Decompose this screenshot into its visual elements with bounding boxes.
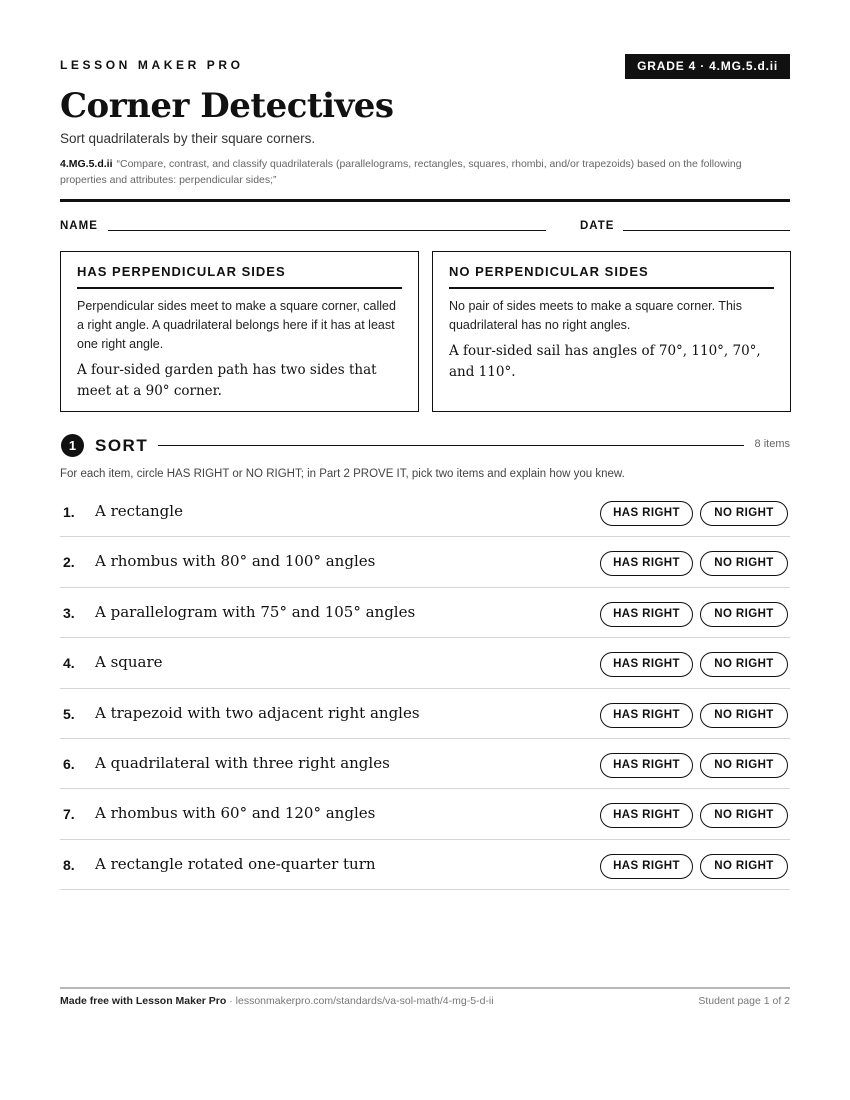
card-example: A four-sided sail has angles of 70°, 110°, 70°, and 110°. [449,343,761,380]
sort-item-list [60,487,790,890]
sort-item [60,689,790,739]
no-right-option[interactable]: NO RIGHT [700,703,788,728]
sort-item [60,739,790,789]
sort-item [60,487,790,537]
item-text: A quadrilateral with three right angles [95,753,390,772]
item-number: 3. [63,604,75,621]
item-text: A square [95,653,163,672]
section-divider [158,445,744,446]
has-right-option[interactable]: HAS RIGHT [600,803,693,828]
item-number: 1. [63,504,75,520]
no-right-option[interactable]: NO RIGHT [700,602,788,627]
item-number: 7. [63,806,75,823]
item-number: 4. [63,655,75,672]
has-right-option[interactable]: HAS RIGHT [600,854,693,879]
card-has-perpendicular [60,251,419,412]
page-title: Corner Detectives [60,86,394,126]
item-text: A parallelogram with 75° and 105° angles [95,602,416,621]
card-definition: Perpendicular sides meet to make a square corner, called a right angle. A quadrilateral belongs here if it has at least one right angle. [77,299,396,351]
date-field[interactable] [623,230,790,231]
has-right-option[interactable]: HAS RIGHT [600,501,693,526]
card-no-perpendicular [432,251,791,412]
item-text: A rectangle rotated one-quarter turn [95,854,376,873]
header-divider [60,199,790,202]
has-right-option[interactable]: HAS RIGHT [600,551,693,576]
standard-text: “Compare, contrast, and classify quadrilaterals (parallelograms, rectangles, squares, rhombi, and/or trapezoids) based on the following properties and attributes: perpendicular sides;” [60,158,742,186]
item-text: A trapezoid with two adjacent right angles [95,703,420,722]
section-title: SORT [95,436,149,455]
item-number: 5. [63,705,75,722]
has-right-option[interactable]: HAS RIGHT [600,703,693,728]
no-right-option[interactable]: NO RIGHT [700,753,788,778]
card-heading: NO PERPENDICULAR SIDES [449,264,774,289]
name-field[interactable] [108,230,546,231]
page-indicator: Student page 1 of 2 [698,995,790,1007]
item-text: A rectangle [95,502,183,520]
footer-made-with: Made free with Lesson Maker Pro [60,995,227,1007]
no-right-option[interactable]: NO RIGHT [700,551,788,576]
has-right-option[interactable]: HAS RIGHT [600,753,693,778]
section-number-badge: 1 [61,434,84,457]
section-instructions: For each item, circle HAS RIGHT or NO RIGHT; in Part 2 PROVE IT, pick two items and explain how you knew. [60,468,625,480]
card-example: A four-sided garden path has two sides that meet at a 90° corner. [77,362,377,399]
page-subtitle: Sort quadrilaterals by their square corners. [60,131,316,146]
item-number: 2. [63,554,75,571]
has-right-option[interactable]: HAS RIGHT [600,602,693,627]
sort-item [60,840,790,890]
sort-item [60,588,790,638]
standard-statement [60,156,790,188]
item-count: 8 items [754,438,790,450]
footer-credit [60,995,494,1007]
date-label: DATE [580,220,615,232]
grade-badge: GRADE 4 · 4.MG.5.d.ii [625,54,790,79]
name-label: NAME [60,220,98,232]
item-text: A rhombus with 80° and 100° angles [95,552,376,571]
no-right-option[interactable]: NO RIGHT [700,501,788,526]
no-right-option[interactable]: NO RIGHT [700,854,788,879]
footer-divider [60,987,790,989]
brand-name: LESSON MAKER PRO [60,58,244,72]
footer-url[interactable]: · lessonmakerpro.com/standards/va-sol-math/4-mg-5-d-ii [226,995,494,1007]
no-right-option[interactable]: NO RIGHT [700,652,788,677]
sort-item [60,638,790,688]
card-definition: No pair of sides meets to make a square corner. This quadrilateral has no right angles. [449,299,742,332]
has-right-option[interactable]: HAS RIGHT [600,652,693,677]
item-number: 6. [63,755,75,772]
card-heading: HAS PERPENDICULAR SIDES [77,264,402,289]
standard-code: 4.MG.5.d.ii [60,158,113,170]
sort-item [60,537,790,587]
item-text: A rhombus with 60° and 120° angles [95,804,376,823]
item-number: 8. [63,856,75,873]
sort-item [60,789,790,839]
no-right-option[interactable]: NO RIGHT [700,803,788,828]
